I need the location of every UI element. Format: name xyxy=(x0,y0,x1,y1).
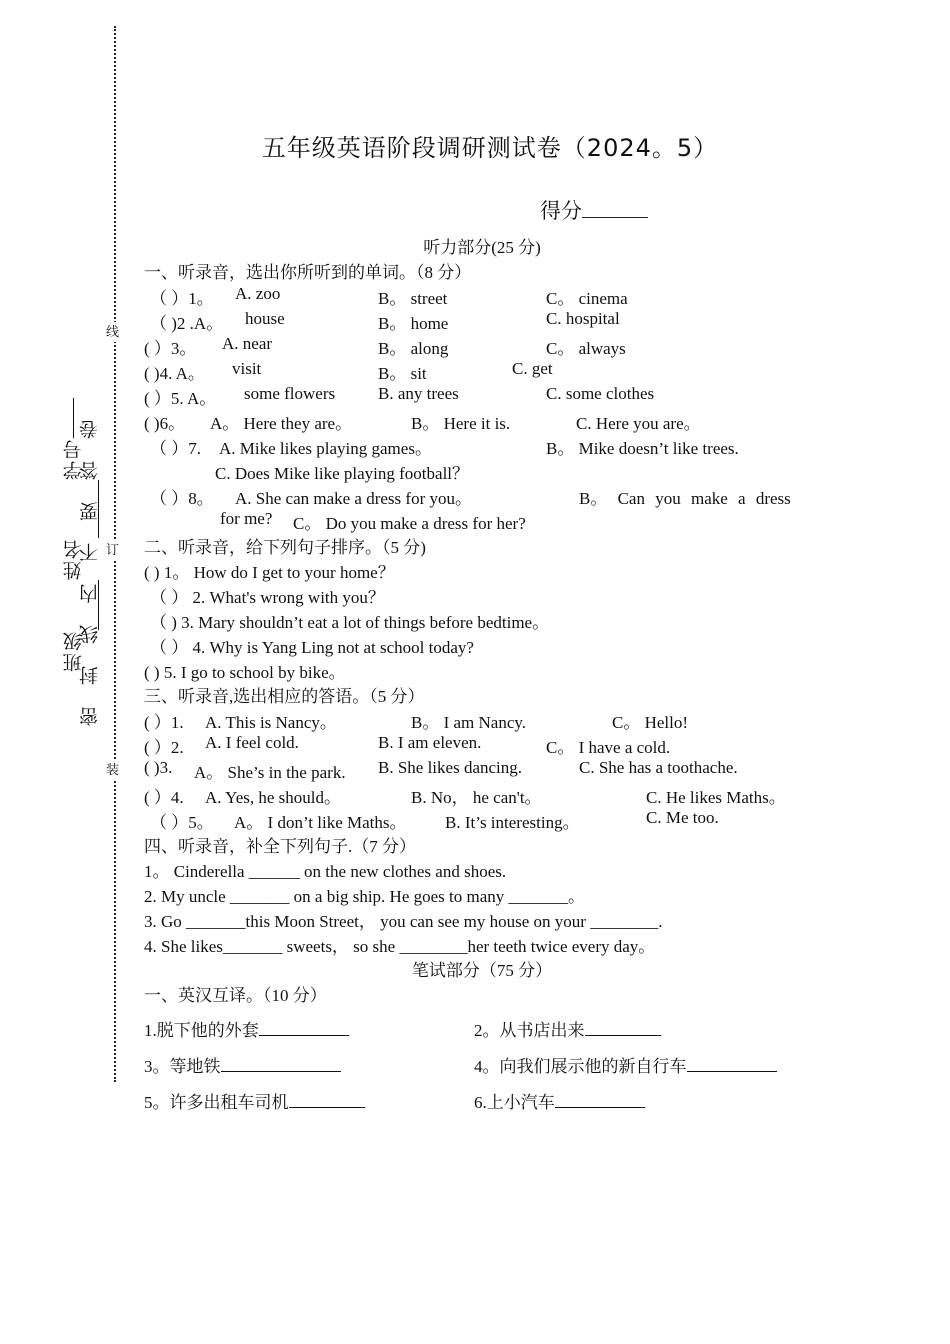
option-a: house xyxy=(245,309,285,328)
binding-mark-line: 线 xyxy=(106,322,119,342)
option-c: C。 Hello! xyxy=(612,713,689,732)
option-b: B。 home xyxy=(378,314,449,333)
translation-item-1 xyxy=(144,1016,349,1041)
option-a: A. She can make a dress for you。 xyxy=(235,489,472,508)
option-a: A. Mike likes playing games。 xyxy=(219,439,432,458)
listening-s3-heading: 三、听录音,选出相应的答语。（5 分） xyxy=(144,687,425,706)
s2-item: （ ) 3. Mary shouldn’t eat a lot of things before bedtime。 xyxy=(150,613,550,632)
score-label: 得分 xyxy=(540,199,582,223)
answer-blank[interactable] xyxy=(289,1089,365,1108)
question-number: ( ）4. xyxy=(144,788,184,807)
option-a: A. near xyxy=(222,334,273,353)
option-a: A。 She’s in the park. xyxy=(194,763,346,782)
binding-mark-ding: 订 xyxy=(106,540,119,560)
option-c: C. Here you are。 xyxy=(576,414,701,433)
option-c: C. Does Mike like playing football？ xyxy=(215,464,470,483)
item-text: 2。从书店出来 xyxy=(474,1021,585,1040)
option-a: A. zoo xyxy=(235,284,281,303)
s4-sentence-3: 3. Go _______this Moon Street， you can see my house on your ________. xyxy=(144,912,663,931)
option-c: C. She has a toothache. xyxy=(579,758,738,777)
translation-item-6 xyxy=(474,1088,645,1113)
answer-blank[interactable] xyxy=(687,1053,777,1072)
question-number: （ ）1。 xyxy=(150,289,214,308)
s2-item: （ ） 2. What's wrong with you？ xyxy=(150,588,385,607)
option-c: C。 cinema xyxy=(546,289,628,308)
item-text: 5。许多出租车司机 xyxy=(144,1093,289,1112)
option-b: B。 Mike doesn’t like trees. xyxy=(546,439,739,458)
option-a: A。 I don’t like Maths。 xyxy=(234,813,407,832)
option-b: B. I am eleven. xyxy=(378,733,482,752)
translation-item-4 xyxy=(474,1052,777,1077)
option-b: B. She likes dancing. xyxy=(378,758,523,777)
translation-item-2 xyxy=(474,1016,661,1041)
option-a: visit xyxy=(232,359,262,378)
question-number: ( ）5. A。 xyxy=(144,389,217,408)
option-b: B. It’s interesting。 xyxy=(445,813,580,832)
option-c: C. Me too. xyxy=(646,808,719,827)
written-s1-heading: 一、英汉互译。（10 分） xyxy=(144,986,327,1005)
option-a: A。 Here they are。 xyxy=(210,414,353,433)
question-number: ( )4. A。 xyxy=(144,364,205,383)
seal-notice: 密 封 线 内 不 要 答 卷 xyxy=(79,412,101,727)
answer-blank[interactable] xyxy=(221,1053,341,1072)
option-a: some flowers xyxy=(244,384,336,403)
option-b: B. No， he can't。 xyxy=(411,788,542,807)
option-b: B。 Can you make a dress xyxy=(579,489,791,508)
written-heading: 笔试部分（75 分） xyxy=(411,961,553,980)
option-b: B。 I am Nancy. xyxy=(411,713,527,732)
option-c: C. get xyxy=(512,359,553,378)
question-number: ( ）3。 xyxy=(144,339,197,358)
question-number: （ )2 .A。 xyxy=(150,314,224,333)
listening-s4-heading: 四、听录音，补全下列句子.（7 分） xyxy=(144,837,416,856)
listening-s2-heading: 二、听录音，给下列句子排序。（5 分) xyxy=(144,538,426,557)
translation-item-3 xyxy=(144,1052,341,1077)
question-number: （ ）5。 xyxy=(150,813,214,832)
item-text: 6.上小汽车 xyxy=(474,1093,555,1112)
listening-s1-heading: 一、听录音，选出你所听到的单词。（8 分） xyxy=(144,263,472,282)
listening-heading: 听力部分(25 分) xyxy=(423,238,541,257)
answer-blank[interactable] xyxy=(259,1017,349,1036)
item-text: 3。等地铁 xyxy=(144,1057,221,1076)
option-b: B. any trees xyxy=(378,384,459,403)
s4-sentence-4: 4. She likes_______ sweets， so she ________her teeth twice every day。 xyxy=(144,937,656,956)
option-c: C. some clothes xyxy=(546,384,655,403)
answer-blank[interactable] xyxy=(555,1089,645,1108)
option-b: B。 Here it is. xyxy=(411,414,511,433)
s2-item: ( ) 5. I go to school by bike。 xyxy=(144,663,346,682)
option-c: C。 always xyxy=(546,339,626,358)
question-number: ( )3. xyxy=(144,758,173,777)
id-label: 学号 xyxy=(62,438,85,480)
item-text: 4。向我们展示他的新自行车 xyxy=(474,1057,687,1076)
item-text: 1.脱下他的外套 xyxy=(144,1021,259,1040)
option-c: C。 Do you make a dress for her? xyxy=(293,514,526,533)
s4-sentence-1: 1。 Cinderella ______ on the new clothes and shoes. xyxy=(144,862,507,881)
option-c: C. He likes Maths。 xyxy=(646,788,786,807)
binding-mark-zhuang: 装 xyxy=(106,760,119,780)
question-number: ( ）1. xyxy=(144,713,184,732)
s4-sentence-2: 2. My uncle _______ on a big ship. He goes to many _______。 xyxy=(144,887,586,906)
question-number: ( ）2. xyxy=(144,738,184,757)
question-number: （ ）7. xyxy=(150,439,201,458)
option-b: B。 sit xyxy=(378,364,427,383)
option-a: A. This is Nancy。 xyxy=(205,713,337,732)
name-label: 姓名 xyxy=(62,538,85,580)
option-a: A. Yes, he should。 xyxy=(205,788,342,807)
answer-blank[interactable] xyxy=(585,1017,661,1036)
class-label: 班级 xyxy=(62,630,85,672)
option-c: C. hospital xyxy=(546,309,620,328)
question-number: （ ）8。 xyxy=(150,489,214,508)
option-a: A. I feel cold. xyxy=(205,733,299,752)
s2-item: ( ) 1。 How do I get to your home？ xyxy=(144,563,395,582)
translation-item-5 xyxy=(144,1088,365,1113)
score-field xyxy=(540,195,648,225)
option-b: B。 street xyxy=(378,289,448,308)
option-c: C。 I have a cold. xyxy=(546,738,671,757)
exam-title: 五年级英语阶段调研测试卷（2024。5） xyxy=(261,134,719,162)
id-blank[interactable] xyxy=(73,398,74,438)
option-b-cont: for me? xyxy=(220,509,273,528)
option-b: B。 along xyxy=(378,339,449,358)
score-blank[interactable] xyxy=(582,199,648,218)
question-number: ( )6。 xyxy=(144,414,186,433)
s2-item: （ ） 4. Why is Yang Ling not at school today? xyxy=(150,638,474,657)
